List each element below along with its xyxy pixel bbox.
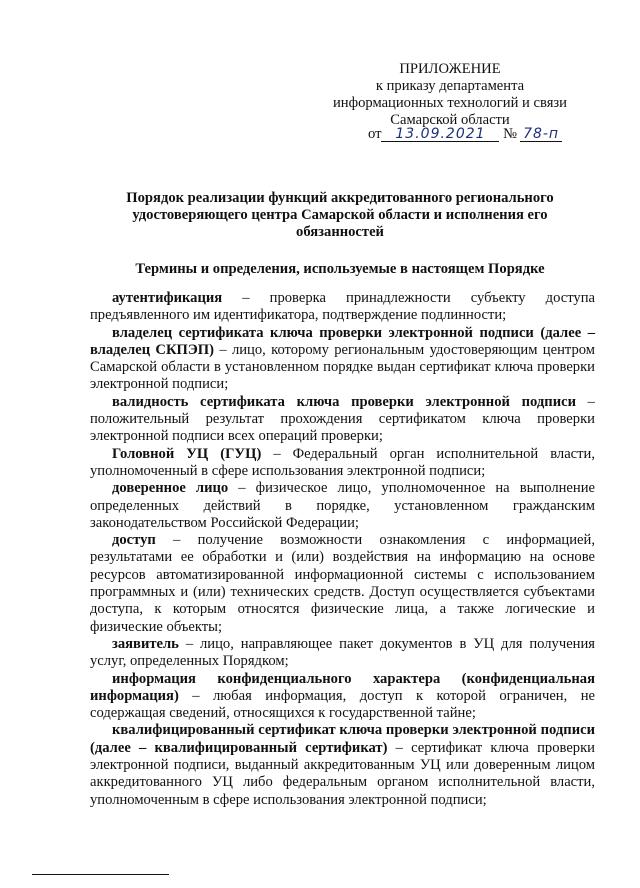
definition-text: – сертификат ключа проверки электронной подписи, выданный аккредитованным УЦ или доверенным лицом аккредитованного УЦ либо федеральным органом исполнительной власти, уполномоченным в сфере использования электронной подписи; <box>90 739 595 808</box>
definitions-list <box>90 290 595 809</box>
definition-text: – Федеральный орган исполнительной власти, уполномоченный в сфере использования электронной подписи; <box>90 445 595 479</box>
definition-text: – лицо, направляющее пакет документов в УЦ для получения услуг, определенных Порядком; <box>90 635 595 670</box>
definition-term: заявитель <box>112 635 179 652</box>
document-title: Порядок реализации функций аккредитованного регионального удостоверяющего центра Самарской области и исполнения его обязанностей <box>126 190 554 240</box>
appendix-heading: ПРИЛОЖЕНИЕ <box>399 61 501 77</box>
appendix-line: Самарской области <box>390 112 510 128</box>
definition-item <box>90 671 595 723</box>
appendix-line: к приказу департамента <box>375 78 525 94</box>
definition-term: аутентификация <box>112 290 223 306</box>
appendix-line: информационных технологий и связи <box>333 95 567 111</box>
definition-text: – физическое лицо, уполномоченное на выполнение определенных действий в порядке, установленном гражданским законодательством Российской Федерации; <box>90 480 595 531</box>
definition-item <box>90 394 595 446</box>
definition-term: Головной УЦ (ГУЦ) <box>112 445 262 462</box>
order-date-handwritten: 13.09.2021 <box>381 127 499 142</box>
definition-item <box>90 446 595 481</box>
definition-item <box>90 636 595 671</box>
date-prefix: от <box>368 126 382 142</box>
definition-term: квалифицированный сертификат ключа проверки электронной подписи (далее – квалифицированный сертификат) <box>90 722 595 756</box>
section-heading: Термины и определения, используемые в настоящем Порядке <box>135 261 545 277</box>
definition-item <box>90 290 595 325</box>
definition-term: доверенное лицо <box>112 480 229 497</box>
definition-term: владелец сертификата ключа проверки электронной подписи (далее – владелец СКПЭП) <box>90 324 595 358</box>
order-date-number <box>368 126 562 143</box>
order-number-handwritten: 78-п <box>520 127 562 142</box>
definition-text: – проверка принадлежности субъекту доступа предъявленного им идентификатора, подтверждение подлинности; <box>90 290 595 324</box>
definition-item <box>90 325 595 394</box>
definition-term: доступ <box>112 532 156 549</box>
definition-term: валидность сертификата ключа проверки электронной подписи <box>112 393 576 410</box>
definition-item <box>90 722 595 808</box>
definition-text: – получение возможности ознакомления с информацией, результатами ее обработки и (или) воздействия на информацию на основе ресурсов автоматизированной информационной системы с использованием программных и (или) технических средств. Доступ осуществляется субъектами доступа, к которым относятся физические лица, а также логические и физические объекты; <box>90 532 595 635</box>
appendix-block <box>300 61 600 129</box>
definition-text: – любая информация, доступ к которой ограничен, не содержащая сведений, относящихся к государственной тайне; <box>90 687 595 722</box>
definition-text: – положительный результат прохождения сертификатом ключа проверки электронной подписи всех операций проверки; <box>90 393 595 445</box>
definition-text: – лицо, которому региональным удостоверяющим центром Самарской области в установленном порядке выдан сертификат ключа проверки электронной подписи; <box>90 341 595 393</box>
footnote-separator <box>32 874 169 875</box>
number-prefix: № <box>503 126 518 142</box>
definition-term: информация конфиденциального характера (конфиденциальная информация) <box>90 670 595 704</box>
definition-item <box>90 480 595 532</box>
definition-item <box>90 532 595 636</box>
